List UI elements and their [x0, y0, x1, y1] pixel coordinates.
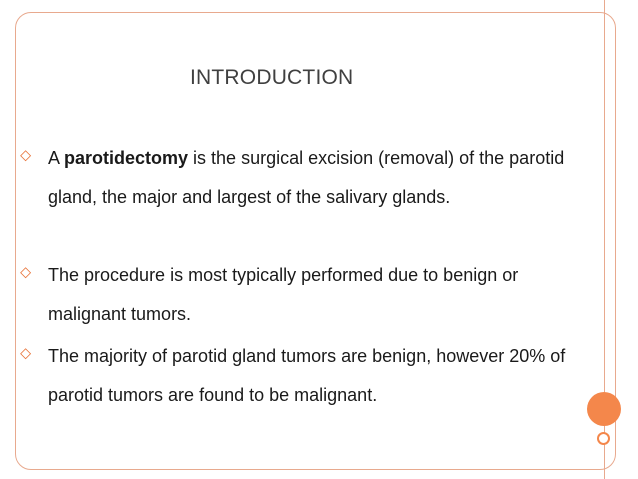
hollow-diamond-bullet-icon: ⬦: [20, 147, 32, 164]
hollow-diamond-bullet-icon: ⬦: [20, 264, 32, 281]
decorative-filled-circle-icon: [587, 392, 621, 426]
hollow-diamond-bullet-icon: ⬦: [20, 345, 32, 362]
bullet-text-1: [48, 139, 588, 217]
bullet-text-3: The majority of parotid gland tumors are benign, however 20% of parotid tumors are found to be malignant.: [48, 346, 566, 405]
decorative-ring-circle-icon: [597, 432, 610, 445]
bullet-text-2: The procedure is most typically performed due to benign or malignant tumors.: [48, 265, 519, 324]
bullet-1-post: is the surgical excision (removal) of the parotid gland, the major and largest of the salivary glands.: [48, 148, 565, 207]
bullet-1-bold-term: parotidectomy: [64, 148, 189, 168]
slide-title: INTRODUCTION: [190, 66, 354, 89]
bullet-1-pre: A: [48, 148, 65, 168]
